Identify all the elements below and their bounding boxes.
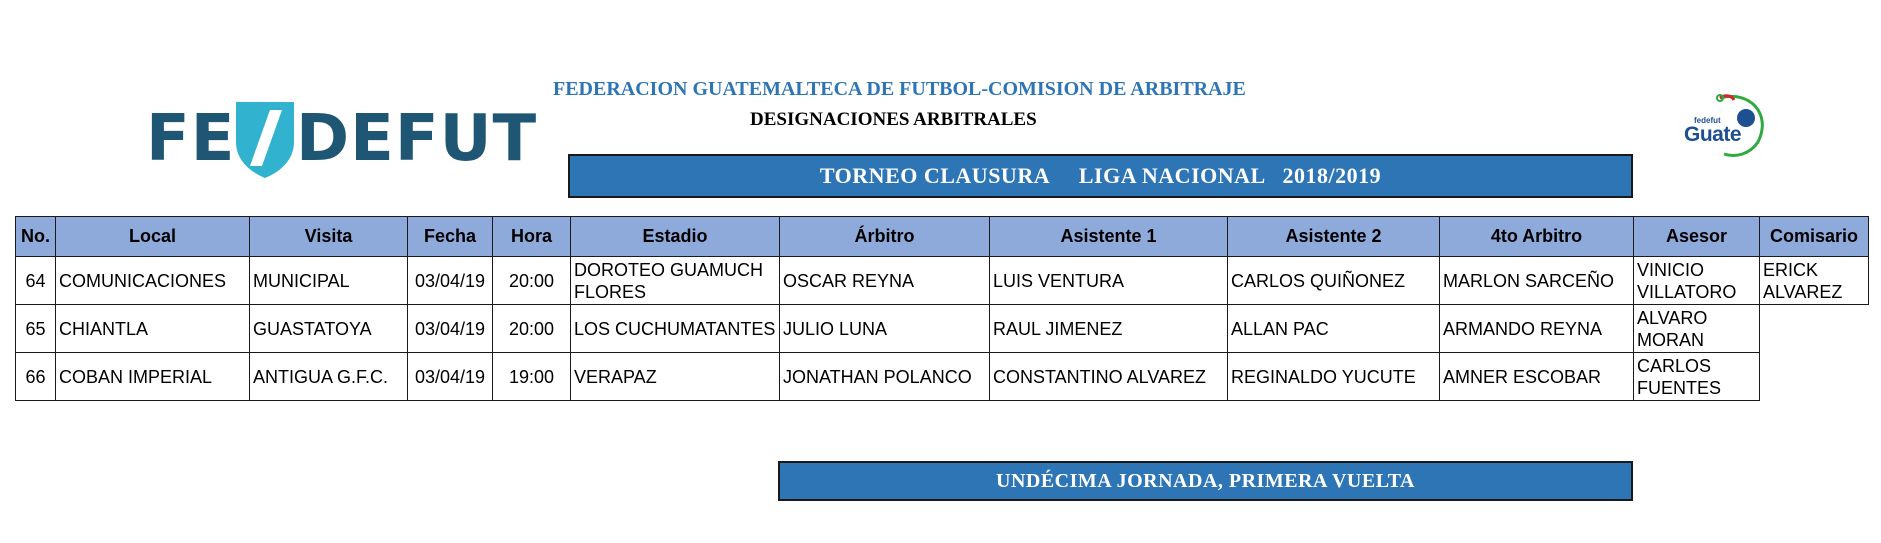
cell-comisario: ERICK ALVAREZ [1760,257,1869,305]
cell-local: COMUNICACIONES [56,257,250,305]
cell-hora: 20:00 [493,305,571,353]
column-header: Visita [250,217,408,257]
column-header: Fecha [408,217,493,257]
cell-fecha: 03/04/19 [408,305,493,353]
table-row [16,353,1869,401]
cell-cuarto-arbitro: MARLON SARCEÑO [1440,257,1634,305]
table-row [16,257,1869,305]
column-header: Asesor [1634,217,1760,257]
jornada-banner: UNDÉCIMA JORNADA, PRIMERA VUELTA [778,461,1633,501]
cell-asistente2: ALLAN PAC [1228,305,1440,353]
cell-cuarto-arbitro: ARMANDO REYNA [1440,305,1634,353]
guate-logo [1680,90,1780,162]
shield-icon [234,100,296,180]
cell-no: 65 [16,305,56,353]
fedefut-logo [146,100,538,182]
column-header: Asistente 1 [990,217,1228,257]
fedefut-logo-right-text: DEFUT [296,102,538,176]
cell-estadio: DOROTEO GUAMUCH FLORES [571,257,780,305]
cell-asesor: CARLOS FUENTES [1634,353,1760,401]
cell-local: CHIANTLA [56,305,250,353]
cell-arbitro: OSCAR REYNA [780,257,990,305]
cell-cuarto-arbitro: AMNER ESCOBAR [1440,353,1634,401]
column-header: Asistente 2 [1228,217,1440,257]
guate-logo-small-text: fedefut [1694,116,1721,125]
column-header: Árbitro [780,217,990,257]
column-header: Hora [493,217,571,257]
column-header: Comisario [1760,217,1869,257]
cell-arbitro: JONATHAN POLANCO [780,353,990,401]
cell-asistente2: CARLOS QUIÑONEZ [1228,257,1440,305]
table-header-row [16,217,1869,257]
cell-asistente2: REGINALDO YUCUTE [1228,353,1440,401]
cell-fecha: 03/04/19 [408,257,493,305]
cell-asesor: VINICIO VILLATORO [1634,257,1760,305]
cell-no: 66 [16,353,56,401]
cell-local: COBAN IMPERIAL [56,353,250,401]
column-header: No. [16,217,56,257]
designaciones-table [15,216,1869,401]
cell-no: 64 [16,257,56,305]
cell-arbitro: JULIO LUNA [780,305,990,353]
cell-hora: 19:00 [493,353,571,401]
cell-estadio: LOS CUCHUMATANTES [571,305,780,353]
guate-logo-word: Guate [1684,123,1742,146]
cell-visita: MUNICIPAL [250,257,408,305]
cell-asistente1: CONSTANTINO ALVAREZ [990,353,1228,401]
designaciones-title: DESIGNACIONES ARBITRALES [750,109,1037,130]
torneo-banner: TORNEO CLAUSURA LIGA NACIONAL 2018/2019 [568,154,1633,198]
column-header: 4to Arbitro [1440,217,1634,257]
column-header: Estadio [571,217,780,257]
federacion-title: FEDERACION GUATEMALTECA DE FUTBOL-COMISION DE ARBITRAJE [553,78,1246,100]
cell-comisario [1760,353,1869,401]
cell-hora: 20:00 [493,257,571,305]
cell-asistente1: LUIS VENTURA [990,257,1228,305]
cell-estadio: VERAPAZ [571,353,780,401]
table-row [16,305,1869,353]
cell-visita: ANTIGUA G.F.C. [250,353,408,401]
fedefut-logo-left-text: FE [146,102,236,176]
cell-comisario [1760,305,1869,353]
cell-visita: GUASTATOYA [250,305,408,353]
cell-asistente1: RAUL JIMENEZ [990,305,1228,353]
cell-fecha: 03/04/19 [408,353,493,401]
cell-asesor: ALVARO MORAN [1634,305,1760,353]
column-header: Local [56,217,250,257]
